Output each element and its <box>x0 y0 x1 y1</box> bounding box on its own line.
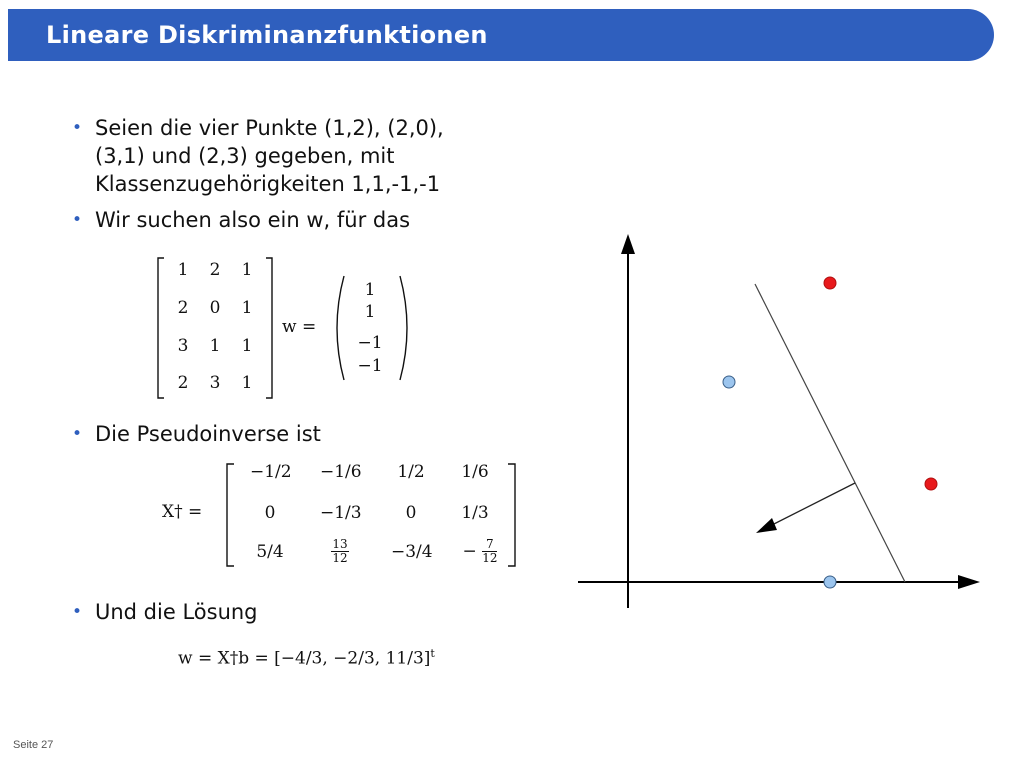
bullet-3 <box>72 420 542 448</box>
normal-vector-arrow-icon <box>756 518 777 533</box>
class-point-blue <box>723 376 735 388</box>
pinv-cell: −1/2 <box>250 462 292 482</box>
slide-title: Lineare Diskriminanzfunktionen <box>46 21 488 49</box>
page-number: Seite 27 <box>13 739 54 751</box>
matrix-cell: 1 <box>241 373 253 393</box>
solution-superscript: t <box>430 647 435 660</box>
pinv-cell: 0 <box>264 503 276 523</box>
pinv-cell: −1/6 <box>320 462 362 482</box>
y-axis-arrow-icon <box>621 234 635 254</box>
pinv-fraction-cell <box>320 538 360 565</box>
normal-vector-line <box>768 483 855 527</box>
matrix-cell: 3 <box>177 336 189 356</box>
fraction-numerator: 7 <box>482 538 497 552</box>
pinv-cell: 0 <box>405 503 417 523</box>
pinv-cell: 5/4 <box>256 542 284 562</box>
bullet-4 <box>72 598 542 626</box>
matrix-cell: 1 <box>209 336 221 356</box>
vector-cell: 1 <box>364 280 376 300</box>
title-bar <box>8 9 994 61</box>
fraction <box>482 538 497 565</box>
bullet-1 <box>72 114 542 198</box>
vector-cell: −1 <box>357 333 383 353</box>
decision-boundary-line <box>755 284 905 582</box>
matrix-cell: 2 <box>209 260 221 280</box>
fraction-denominator: 12 <box>332 551 348 565</box>
bullet-text: Die Pseudoinverse ist <box>95 422 321 446</box>
bullet-text: Wir suchen also ein w, für das <box>95 208 411 232</box>
bullet-text: Seien die vier Punkte (1,2), (2,0), (3,1) und (2,3) gegeben, mit Klassenzugehörigkeiten 1,1,-1,-1 <box>95 116 444 196</box>
pinv-cell: −1/3 <box>320 503 362 523</box>
matrix-cell: 1 <box>241 260 253 280</box>
pinv-cell: 1/6 <box>461 462 489 482</box>
matrix-cell: 3 <box>209 373 221 393</box>
discriminant-plot <box>570 228 990 618</box>
matrix-cell: 1 <box>241 336 253 356</box>
matrix-cell: 1 <box>177 260 189 280</box>
bullet-dot-icon: • <box>72 210 83 230</box>
bullet-dot-icon: • <box>72 602 83 622</box>
pseudoinverse-lhs: X† = <box>162 502 203 522</box>
vector-cell: −1 <box>357 356 383 376</box>
bullet-dot-icon: • <box>72 424 83 444</box>
matrix-cell: 0 <box>209 298 221 318</box>
fraction-denominator: 12 <box>482 551 498 565</box>
pinv-cell: 1/3 <box>461 503 489 523</box>
pinv-cell: −3/4 <box>391 542 433 562</box>
matrix-cell: 2 <box>177 373 189 393</box>
fraction <box>331 538 348 565</box>
equation-lhs-label: w = <box>282 317 317 337</box>
solution-equation <box>178 647 435 669</box>
bullet-dot-icon: • <box>72 118 83 138</box>
bullet-2 <box>72 206 542 234</box>
class-point-blue <box>824 576 836 588</box>
fraction-sign: − <box>462 541 477 562</box>
solution-text: w = X†b = [−4/3, −2/3, 11/3] <box>178 648 431 669</box>
bullet-text: Und die Lösung <box>95 600 258 624</box>
class-point-red <box>824 277 836 289</box>
class-point-red <box>925 478 937 490</box>
pinv-fraction-cell <box>455 538 505 565</box>
matrix-cell: 1 <box>241 298 253 318</box>
fraction-numerator: 13 <box>332 537 348 551</box>
x-axis-arrow-icon <box>958 575 980 589</box>
pinv-cell: 1/2 <box>397 462 425 482</box>
matrix-cell: 2 <box>177 298 189 318</box>
vector-cell: 1 <box>364 302 376 322</box>
